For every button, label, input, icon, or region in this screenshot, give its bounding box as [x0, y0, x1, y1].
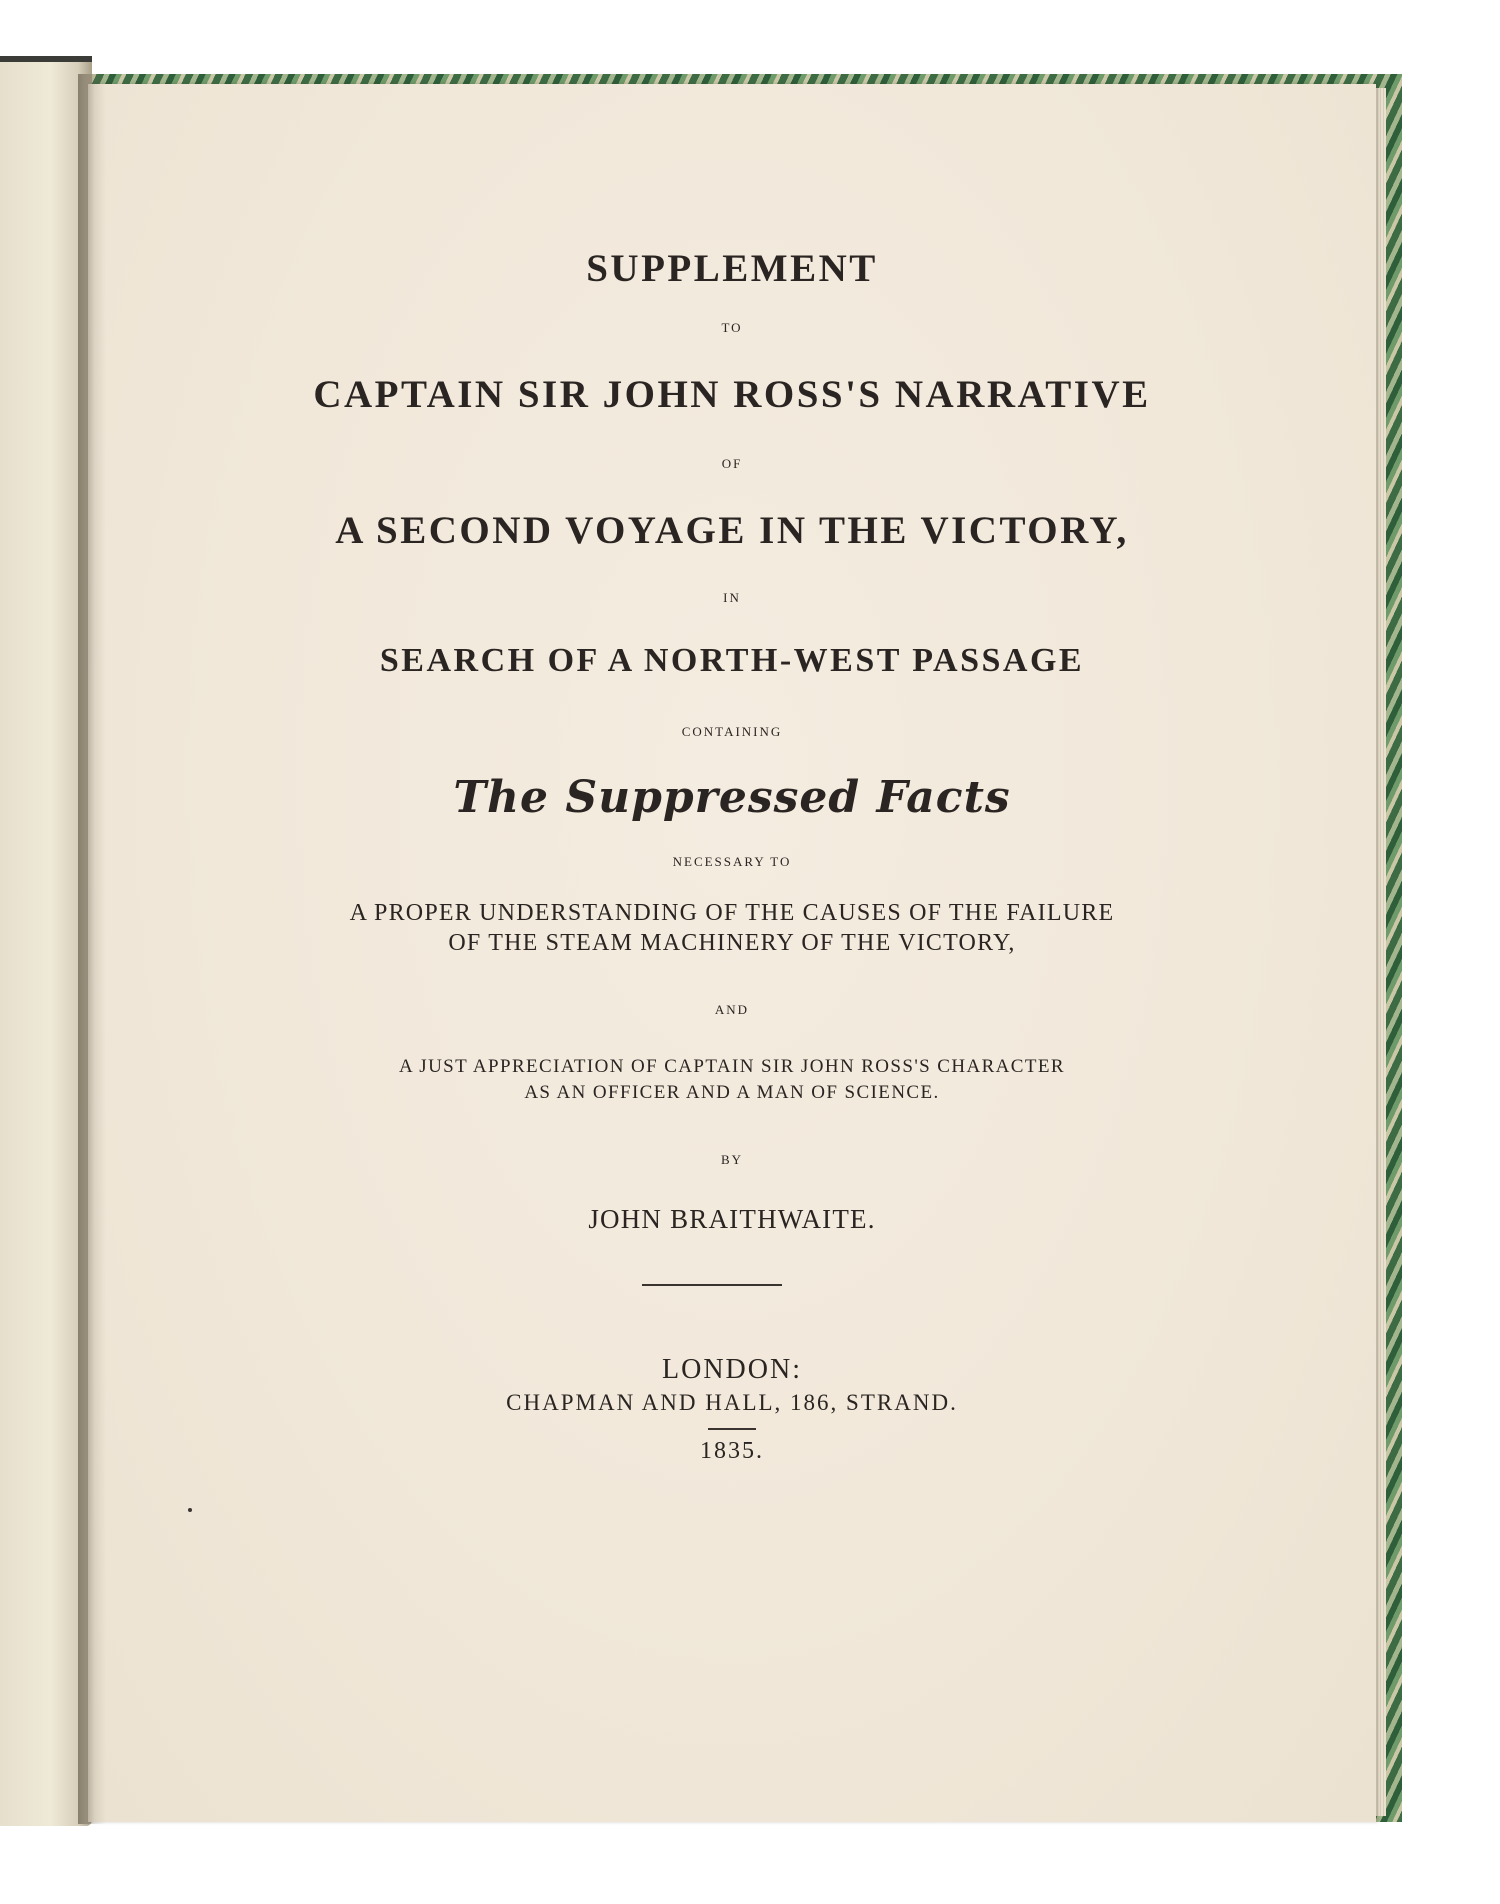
subject-line: CAPTAIN SIR JOHN ROSS'S NARRATIVE [313, 373, 1151, 416]
title-block [88, 84, 1376, 1822]
connector-to: TO [721, 320, 743, 335]
connector-necessary-to: NECESSARY TO [672, 854, 792, 869]
imprint-year: 1835. [700, 1438, 764, 1464]
understanding-line-1: A PROPER UNDERSTANDING OF THE CAUSES OF THE FAILURE [349, 900, 1115, 926]
appreciation-line-2: AS AN OFFICER AND A MAN OF SCIENCE. [524, 1082, 940, 1103]
book-title: SUPPLEMENT [586, 247, 878, 290]
gutter-shadow [78, 74, 106, 1824]
paper-speck [188, 1508, 192, 1512]
connector-of: OF [721, 456, 743, 471]
imprint-publisher: CHAPMAN AND HALL, 186, STRAND. [506, 1390, 958, 1415]
connector-and: AND [714, 1002, 750, 1017]
separator-rule [642, 1284, 782, 1286]
search-line: SEARCH OF A NORTH-WEST PASSAGE [379, 642, 1085, 679]
understanding-line-2: OF THE STEAM MACHINERY OF THE VICTORY, [448, 930, 1016, 956]
short-rule [708, 1428, 756, 1430]
title-page [88, 84, 1376, 1822]
author-name: JOHN BRAITHWAITE. [588, 1204, 876, 1234]
connector-by: BY [720, 1152, 744, 1167]
connector-containing: CONTAINING [681, 724, 783, 739]
appreciation-line-1: A JUST APPRECIATION OF CAPTAIN SIR JOHN ROSS'S CHARACTER [399, 1056, 1065, 1077]
suppressed-facts-heading: The Suppressed Facts [453, 772, 1011, 823]
connector-in: IN [723, 590, 741, 605]
imprint-city: LONDON: [662, 1354, 802, 1385]
voyage-line: A SECOND VOYAGE IN THE VICTORY, [335, 509, 1129, 552]
